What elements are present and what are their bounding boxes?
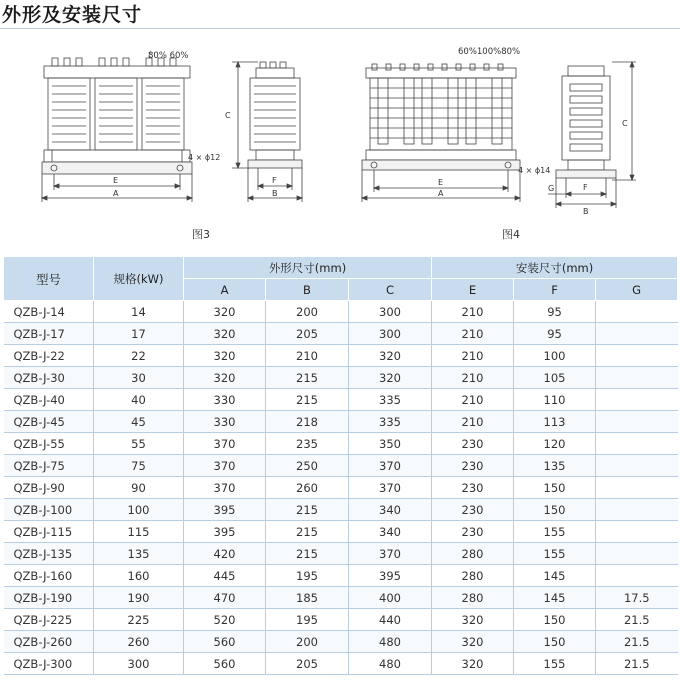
cell-e: 230	[432, 499, 514, 521]
cell-f: 150	[514, 631, 596, 653]
cell-b: 195	[266, 565, 349, 587]
cell-b: 210	[266, 345, 349, 367]
cell-g	[596, 477, 678, 499]
cell-b: 205	[266, 653, 349, 675]
header-f: F	[514, 279, 596, 301]
cell-c: 340	[349, 521, 432, 543]
header-outline-group: 外形尺寸(mm)	[184, 257, 432, 279]
cell-model: QZB-J-300	[4, 653, 94, 675]
cell-kw: 260	[94, 631, 184, 653]
table-row	[4, 323, 678, 345]
cell-g: 21.5	[596, 609, 678, 631]
header-g: G	[596, 279, 678, 301]
fig3-dim-a-label: A	[113, 189, 119, 198]
cell-model: QZB-J-160	[4, 565, 94, 587]
cell-c: 370	[349, 543, 432, 565]
cell-model: QZB-J-100	[4, 499, 94, 521]
table-row	[4, 653, 678, 675]
cell-e: 210	[432, 323, 514, 345]
cell-f: 95	[514, 323, 596, 345]
fig3-top-label: 80% 60%	[148, 51, 189, 61]
fig4-dim-b-label: B	[583, 207, 589, 216]
cell-a: 320	[184, 323, 266, 345]
cell-g: 21.5	[596, 631, 678, 653]
technical-drawings	[0, 40, 680, 240]
table-row	[4, 587, 678, 609]
cell-g	[596, 323, 678, 345]
header-install-group: 安装尺寸(mm)	[432, 257, 678, 279]
cell-c: 400	[349, 587, 432, 609]
fig4-dim-a-label: A	[438, 189, 444, 198]
cell-g	[596, 411, 678, 433]
fig3-dim-f-label: F	[272, 176, 277, 185]
cell-e: 280	[432, 587, 514, 609]
cell-a: 520	[184, 609, 266, 631]
fig4-top-label: 60%100%80%	[458, 47, 521, 57]
cell-g	[596, 433, 678, 455]
title-divider	[0, 28, 680, 29]
cell-e: 210	[432, 389, 514, 411]
cell-c: 480	[349, 653, 432, 675]
cell-e: 210	[432, 367, 514, 389]
cell-a: 420	[184, 543, 266, 565]
cell-model: QZB-J-225	[4, 609, 94, 631]
cell-kw: 100	[94, 499, 184, 521]
cell-c: 350	[349, 433, 432, 455]
cell-a: 370	[184, 433, 266, 455]
table-row	[4, 565, 678, 587]
fig3-dim-b-label: B	[272, 189, 278, 198]
cell-f: 100	[514, 345, 596, 367]
table-row	[4, 433, 678, 455]
cell-f: 150	[514, 609, 596, 631]
cell-g	[596, 389, 678, 411]
cell-model: QZB-J-40	[4, 389, 94, 411]
cell-c: 395	[349, 565, 432, 587]
fig4-side-view	[548, 62, 636, 208]
cell-g	[596, 543, 678, 565]
cell-a: 320	[184, 367, 266, 389]
cell-f: 150	[514, 499, 596, 521]
cell-f: 145	[514, 587, 596, 609]
cell-b: 215	[266, 367, 349, 389]
cell-c: 320	[349, 345, 432, 367]
cell-kw: 30	[94, 367, 184, 389]
cell-a: 560	[184, 653, 266, 675]
cell-model: QZB-J-260	[4, 631, 94, 653]
cell-e: 230	[432, 455, 514, 477]
cell-kw: 115	[94, 521, 184, 543]
cell-e: 230	[432, 433, 514, 455]
fig4-dim-c-label: C	[622, 119, 628, 128]
cell-b: 260	[266, 477, 349, 499]
cell-f: 150	[514, 477, 596, 499]
header-model: 型号	[4, 257, 94, 301]
cell-e: 230	[432, 521, 514, 543]
fig3-caption: 图3	[192, 228, 210, 241]
cell-e: 210	[432, 301, 514, 323]
fig4-dim-f-label: F	[583, 183, 588, 192]
cell-f: 105	[514, 367, 596, 389]
table-row	[4, 367, 678, 389]
cell-kw: 40	[94, 389, 184, 411]
cell-b: 185	[266, 587, 349, 609]
cell-g	[596, 345, 678, 367]
cell-b: 205	[266, 323, 349, 345]
cell-b: 215	[266, 543, 349, 565]
cell-c: 370	[349, 477, 432, 499]
cell-e: 210	[432, 345, 514, 367]
cell-g: 17.5	[596, 587, 678, 609]
table-row	[4, 521, 678, 543]
cell-f: 135	[514, 455, 596, 477]
cell-c: 340	[349, 499, 432, 521]
cell-f: 145	[514, 565, 596, 587]
fig4-dim-g-label: G	[548, 184, 555, 193]
cell-a: 320	[184, 345, 266, 367]
spec-table	[3, 256, 678, 675]
cell-e: 210	[432, 411, 514, 433]
cell-model: QZB-J-55	[4, 433, 94, 455]
cell-c: 300	[349, 301, 432, 323]
cell-e: 320	[432, 609, 514, 631]
cell-b: 215	[266, 389, 349, 411]
table-row	[4, 345, 678, 367]
page-title: 外形及安装尺寸	[2, 4, 143, 26]
cell-a: 330	[184, 411, 266, 433]
header-a: A	[184, 279, 266, 301]
cell-kw: 160	[94, 565, 184, 587]
cell-c: 480	[349, 631, 432, 653]
cell-g	[596, 301, 678, 323]
cell-f: 155	[514, 653, 596, 675]
cell-b: 195	[266, 609, 349, 631]
cell-a: 370	[184, 455, 266, 477]
cell-model: QZB-J-190	[4, 587, 94, 609]
fig4-dim-e-label: E	[438, 178, 444, 187]
cell-c: 300	[349, 323, 432, 345]
table-row	[4, 609, 678, 631]
cell-b: 215	[266, 499, 349, 521]
cell-f: 95	[514, 301, 596, 323]
table-row	[4, 411, 678, 433]
cell-kw: 55	[94, 433, 184, 455]
cell-b: 200	[266, 631, 349, 653]
table-body	[4, 301, 678, 675]
table-row	[4, 301, 678, 323]
cell-kw: 190	[94, 587, 184, 609]
cell-a: 330	[184, 389, 266, 411]
table-row	[4, 389, 678, 411]
table-row	[4, 477, 678, 499]
cell-kw: 22	[94, 345, 184, 367]
cell-a: 560	[184, 631, 266, 653]
cell-c: 335	[349, 411, 432, 433]
cell-model: QZB-J-30	[4, 367, 94, 389]
cell-f: 113	[514, 411, 596, 433]
fig3-hole-label: 4 × ϕ12	[188, 153, 221, 162]
cell-f: 120	[514, 433, 596, 455]
table-row	[4, 455, 678, 477]
cell-e: 320	[432, 653, 514, 675]
header-e: E	[432, 279, 514, 301]
cell-model: QZB-J-90	[4, 477, 94, 499]
cell-g	[596, 455, 678, 477]
header-c: C	[349, 279, 432, 301]
cell-c: 335	[349, 389, 432, 411]
cell-c: 320	[349, 367, 432, 389]
table-row	[4, 631, 678, 653]
cell-g	[596, 367, 678, 389]
cell-b: 218	[266, 411, 349, 433]
cell-e: 230	[432, 477, 514, 499]
cell-b: 250	[266, 455, 349, 477]
cell-model: QZB-J-45	[4, 411, 94, 433]
cell-kw: 17	[94, 323, 184, 345]
cell-kw: 14	[94, 301, 184, 323]
fig3-dim-c-label: C	[225, 111, 231, 120]
cell-kw: 300	[94, 653, 184, 675]
cell-model: QZB-J-75	[4, 455, 94, 477]
cell-e: 280	[432, 543, 514, 565]
fig3-dim-e-label: E	[113, 176, 119, 185]
cell-model: QZB-J-22	[4, 345, 94, 367]
cell-g	[596, 521, 678, 543]
cell-c: 370	[349, 455, 432, 477]
cell-b: 235	[266, 433, 349, 455]
cell-b: 215	[266, 521, 349, 543]
cell-a: 445	[184, 565, 266, 587]
cell-g: 21.5	[596, 653, 678, 675]
header-b: B	[266, 279, 349, 301]
cell-model: QZB-J-14	[4, 301, 94, 323]
cell-g	[596, 499, 678, 521]
cell-a: 395	[184, 521, 266, 543]
cell-kw: 90	[94, 477, 184, 499]
table-row	[4, 499, 678, 521]
cell-a: 395	[184, 499, 266, 521]
fig3-side-view	[232, 62, 302, 202]
cell-kw: 75	[94, 455, 184, 477]
cell-f: 155	[514, 521, 596, 543]
cell-e: 320	[432, 631, 514, 653]
header-power: 规格(kW)	[94, 257, 184, 301]
cell-kw: 135	[94, 543, 184, 565]
fig4-hole-label: 4 × ϕ14	[518, 166, 551, 175]
cell-model: QZB-J-115	[4, 521, 94, 543]
cell-e: 280	[432, 565, 514, 587]
cell-model: QZB-J-17	[4, 323, 94, 345]
cell-a: 470	[184, 587, 266, 609]
fig4-caption: 图4	[502, 228, 520, 241]
cell-f: 110	[514, 389, 596, 411]
cell-g	[596, 565, 678, 587]
cell-f: 155	[514, 543, 596, 565]
cell-c: 440	[349, 609, 432, 631]
cell-kw: 225	[94, 609, 184, 631]
cell-b: 200	[266, 301, 349, 323]
cell-kw: 45	[94, 411, 184, 433]
cell-a: 320	[184, 301, 266, 323]
table-row	[4, 543, 678, 565]
cell-model: QZB-J-135	[4, 543, 94, 565]
cell-a: 370	[184, 477, 266, 499]
